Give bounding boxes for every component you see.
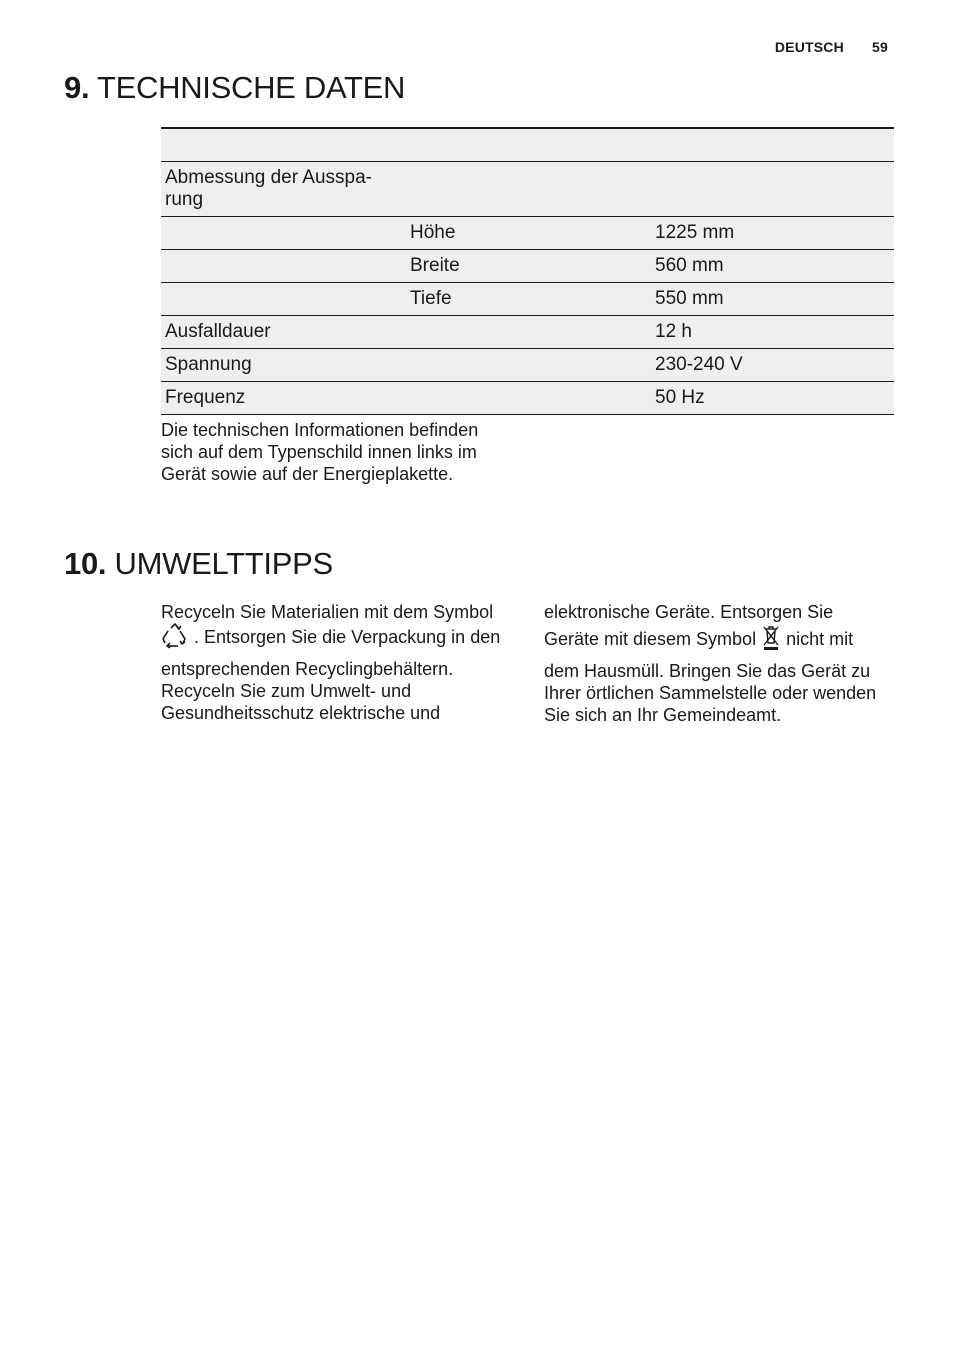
table-cell-sub <box>406 316 651 349</box>
table-cell-label <box>161 250 406 283</box>
table-cell-value <box>651 162 894 217</box>
table-cell-value: 550 mm <box>651 283 894 316</box>
table-cell-label: Spannung <box>161 349 406 382</box>
table-cell-label: Frequenz <box>161 382 406 415</box>
table-cell-value: 50 Hz <box>651 382 894 415</box>
section-title: TECHNISCHE DATEN <box>97 70 406 105</box>
technical-info-note: Die technischen Informationen befinden sich auf dem Typenschild innen links im Gerät sowie auf der Energieplakette. <box>161 420 479 484</box>
table-cell-value: 230-240 V <box>651 349 894 382</box>
paragraph-text: Geräte mit diesem Symbol <box>544 629 757 649</box>
table-cell-sub: Breite <box>406 250 651 283</box>
page-header <box>775 39 888 55</box>
table-cell-value: 560 mm <box>651 250 894 283</box>
table-row <box>161 162 894 217</box>
paragraph-text: . Entsorgen Sie die Verpackung in den <box>194 627 501 647</box>
table-row <box>161 128 894 162</box>
table-cell-label: Ausfalldauer <box>161 316 406 349</box>
page-number: 59 <box>872 39 888 55</box>
paragraph-line: entsprechenden Recyclingbehältern. Recyceln Sie zum Umwelt- und Gesundheitsschutz elektrische und <box>161 659 454 723</box>
table-cell-label <box>161 217 406 250</box>
section-heading-technical-data <box>64 70 405 106</box>
table-cell-value <box>651 128 894 162</box>
section-number: 9. <box>64 70 90 105</box>
environment-text-left <box>161 601 517 724</box>
table-cell-label <box>161 128 406 162</box>
table-row <box>161 349 894 382</box>
paragraph-line <box>544 623 894 660</box>
table-row <box>161 250 894 283</box>
table-row <box>161 316 894 349</box>
section-title: UMWELTTIPPS <box>114 546 333 581</box>
table-row <box>161 382 894 415</box>
table-row <box>161 283 894 316</box>
paragraph-line <box>161 623 517 658</box>
section-heading-environment <box>64 546 333 582</box>
table-cell-sub <box>406 349 651 382</box>
crossed-out-bin-icon <box>761 623 781 660</box>
section-number: 10. <box>64 546 107 581</box>
table-cell-sub <box>406 128 651 162</box>
table-cell-sub: Höhe <box>406 217 651 250</box>
table-row <box>161 217 894 250</box>
table-cell-sub <box>406 162 651 217</box>
language-label: DEUTSCH <box>774 39 844 55</box>
paragraph-line: Recyceln Sie Materialien mit dem Symbol <box>161 602 494 622</box>
paragraph-line: dem Hausmüll. Bringen Sie das Gerät zu Ihrer örtlichen Sammelstelle oder wenden Sie sich an Ihr Gemeindeamt. <box>544 661 877 725</box>
specification-table <box>161 127 894 415</box>
paragraph-line: elektronische Geräte. Entsorgen Sie <box>544 602 834 622</box>
table-cell-value: 12 h <box>651 316 894 349</box>
table-cell-sub <box>406 382 651 415</box>
environment-text-right <box>544 601 894 726</box>
table-cell-value: 1225 mm <box>651 217 894 250</box>
recycle-icon <box>161 623 189 658</box>
table-cell-label: Abmessung der Ausspa- rung <box>161 162 406 217</box>
table-cell-sub: Tiefe <box>406 283 651 316</box>
paragraph-text: nicht mit <box>786 629 854 649</box>
table-cell-label <box>161 283 406 316</box>
